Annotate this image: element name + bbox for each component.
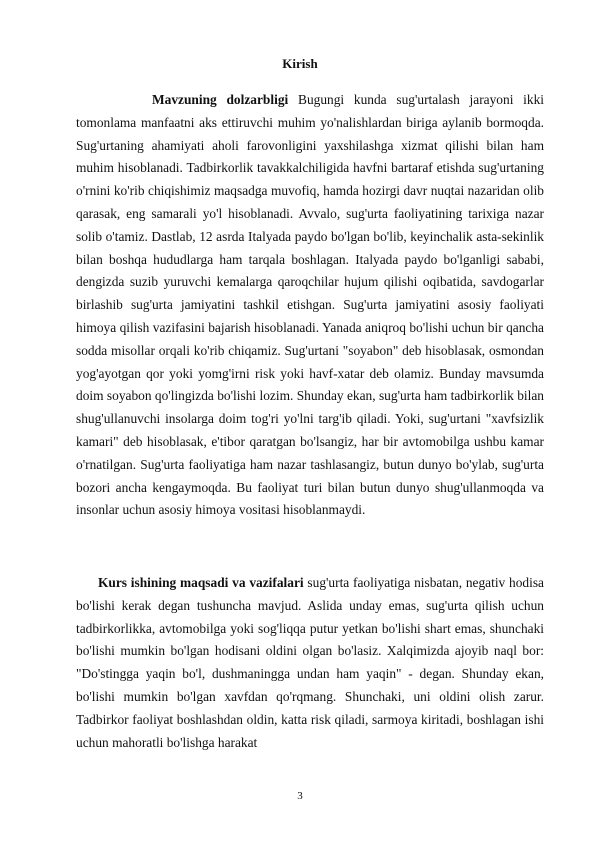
paragraph-text: Bugungi kunda sug'urtalash jarayoni ikki tomonlama manfaatni aks ettiruvchi muhim yo'nalishlardan biriga aylanib bormoqda. Sug'urtaning ahamiyati aholi farovonligini yaxshilashga xizmat qilishi bilan ham muhim hisoblanadi. Tadbirkorlik tavakkalchiligida havfni bartaraf etishda sug'urtaning o'rnini ko'rib chiqishimiz maqsadga muvofiq, hamda hozirgi davr nuqtai nazaridan olib qarasak, eng samarali yo'l hisoblanadi. Avvalo, sug'urta faoliyatining tarixiga nazar solib o'tamiz. Dastlab, 12 asrda Italyada paydo bo'lgan bo'lib, keyinchalik asta-sekinlik bilan boshqa hududlarga ham tarqala boshlagan. Italyada paydo bo'lganligi sababi, dengizda suzib yuruvchi kemalarga qaroqchilar hujum qilishi oqibatida, savdogarlar birlashib sug'urta jamiyatini tashkil etishgan. Sug'urta jamiyatini asosiy faoliyati himoya qilish vazifasini bajarish hisoblanadi. Yanada aniqroq bo'lishi uchun bir qancha sodda misollar orqali ko'rib chiqamiz. Sug'urtani "soyabon" deb hisoblasak, osmondan yog'ayotgan qor yoki yomg'irni risk yoki havf-xatar deb olamiz. Bunday mavsumda doim soyabon qo'lingizda bo'lishi lozim. Shunday ekan, sug'urta ham tadbirkorlik bilan shug'ullanuvchi insolarga doim tog'ri yo'lni targ'ib qiladi. Yoki, sug'urtani "xavfsizlik kamari" deb hisoblasak, e'tibor qaratgan bo'lsangiz, har bir avtomobilga ushbu kamar o'rnatilgan. Sug'urta faoliyatiga ham nazar tashlasangiz, butun dunyo bo'ylab, sug'urta bozori ancha kengaymoqda. Bu faoliyat turi bilan butun dunyo shug'ullanmoqda va insonlar uchun asosiy himoya vositasi hisoblanmaydi. (76, 92, 545, 518)
paragraph-relevance (76, 89, 544, 522)
paragraph-goals (76, 572, 544, 754)
paragraph-lead: Mavzuning dolzarbligi (152, 92, 289, 107)
paragraph-text: sug'urta faoliyatiga nisbatan, negativ hodisa bo'lishi kerak degan tushuncha mavjud. Aslida unday emas, sug'urta qilish uchun tadbirkorlikka, avtomobilga yoki sog'liqqa putur yetkan bo'lishi shart emas, shunchaki bo'lishi mumkin bo'lgan hodisani oldini olgan bo'lasiz. Xalqimizda ajoyib naql bor: "Do'stingga yaqin bo'l, dushmaningga undan ham yaqin" - degan. Shunday ekan, bo'lishi mumkin bo'lgan xavfdan qo'rqmang. Shunchaki, uni oldini olish zarur. Tadbirkor faoliyat boshlashdan oldin, katta risk qiladi, sarmoya kiritadi, boshlagan ishi uchun mahoratli bo'lishga harakat (76, 575, 544, 750)
paragraph-lead: Kurs ishining maqsadi va vazifalari (98, 575, 304, 590)
page-number: 3 (297, 790, 303, 802)
page-title: Kirish (282, 56, 318, 71)
